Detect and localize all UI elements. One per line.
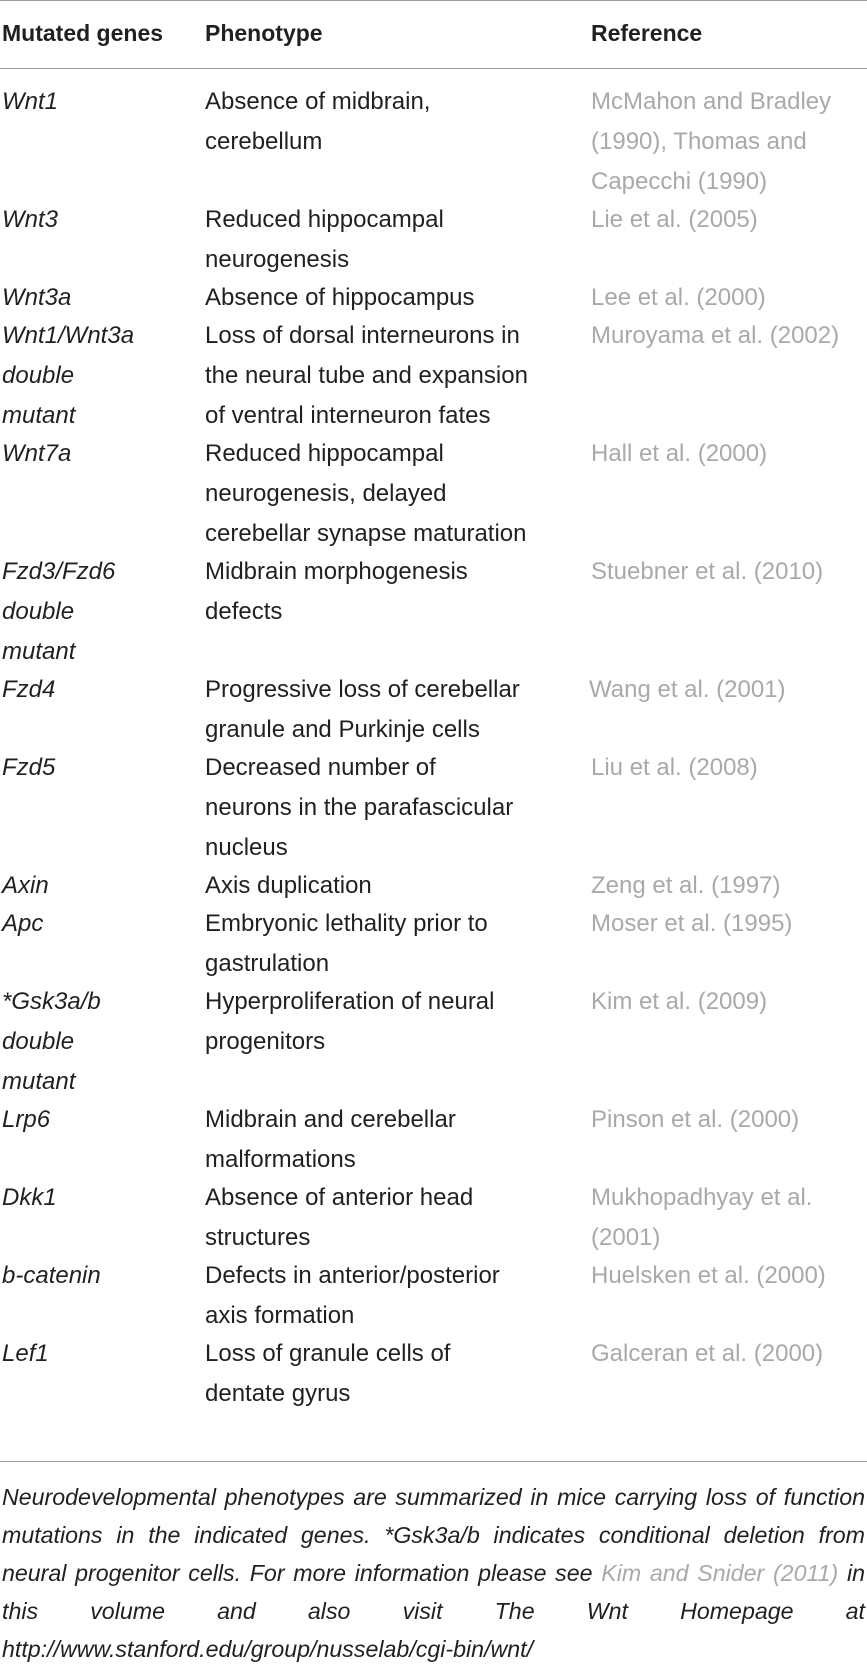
reference-cell[interactable] — [591, 866, 867, 906]
phenotype-cell-line: neurons in the parafascicular — [205, 794, 514, 821]
phenotype-cell-line: Axis duplication — [205, 872, 372, 899]
phenotype-cell — [205, 1334, 585, 1414]
reference-cell-line: (2001) — [591, 1224, 661, 1251]
gene-cell-line: Wnt1 — [2, 88, 59, 115]
gene-cell-line: b-catenin — [2, 1262, 101, 1289]
reference-cell-line: Galceran et al. (2000) — [591, 1340, 824, 1367]
table-row — [0, 278, 867, 316]
phenotype-cell — [205, 1256, 585, 1336]
phenotype-cell-line: Loss of granule cells of — [205, 1340, 451, 1367]
table-row — [0, 1178, 867, 1256]
gene-cell-line: Wnt3a — [2, 284, 72, 311]
table-row — [0, 982, 867, 1100]
table-row — [0, 434, 867, 552]
phenotype-cell-line: structures — [205, 1224, 311, 1251]
phenotype-cell-line: of ventral interneuron fates — [205, 402, 491, 429]
gene-cell — [2, 434, 197, 474]
reference-cell-line: McMahon and Bradley — [591, 88, 832, 115]
gene-cell — [2, 748, 197, 788]
phenotype-cell-line: Reduced hippocampal — [205, 206, 444, 233]
table-row — [0, 1100, 867, 1178]
reference-cell[interactable] — [591, 82, 867, 202]
gene-cell — [2, 1178, 197, 1218]
reference-cell-line: Kim et al. (2009) — [591, 988, 768, 1015]
gene-cell — [2, 904, 197, 944]
phenotype-cell-line: Decreased number of — [205, 754, 436, 781]
phenotype-cell — [205, 866, 585, 906]
reference-cell[interactable] — [591, 1334, 867, 1374]
table-row — [0, 82, 867, 200]
caption-link-kim-snider[interactable]: Kim and Snider (2011) — [601, 1560, 839, 1586]
phenotype-cell-line: Midbrain morphogenesis — [205, 558, 468, 585]
phenotype-cell-line: the neural tube and expansion — [205, 362, 528, 389]
phenotype-cell — [205, 82, 585, 162]
table-row — [0, 748, 867, 866]
gene-cell-line: double — [2, 362, 75, 389]
gene-cell-line: mutant — [2, 638, 76, 665]
gene-cell — [2, 866, 197, 906]
table-caption — [2, 1478, 865, 1668]
header-rule — [0, 68, 867, 69]
phenotype-cell — [205, 200, 585, 280]
phenotype-cell-line: Midbrain and cerebellar — [205, 1106, 456, 1133]
gene-cell — [2, 316, 197, 436]
bottom-rule — [0, 1461, 867, 1462]
phenotype-cell-line: Loss of dorsal interneurons in — [205, 322, 520, 349]
gene-cell — [2, 982, 197, 1102]
top-rule — [0, 0, 867, 1]
reference-cell[interactable] — [591, 1100, 867, 1140]
header-reference: Reference — [591, 20, 703, 46]
phenotype-cell-line: Reduced hippocampal — [205, 440, 444, 467]
reference-cell-line: Hall et al. (2000) — [591, 440, 768, 467]
phenotype-cell-line: Absence of hippocampus — [205, 284, 475, 311]
phenotype-cell — [205, 904, 585, 984]
reference-cell[interactable] — [591, 748, 867, 788]
reference-cell[interactable] — [589, 670, 865, 710]
table-row — [0, 904, 867, 982]
header-mutated-genes: Mutated genes — [2, 20, 164, 46]
phenotype-cell-line: cerebellum — [205, 128, 323, 155]
reference-cell-line: Huelsken et al. (2000) — [591, 1262, 826, 1289]
reference-cell-line: (1990), Thomas and — [591, 128, 807, 155]
table-row — [0, 1334, 867, 1412]
caption-text-2: in this volume and also visit The Wnt Homepage at http://www.stanford.edu/group/nusselab/cgi-bin/wnt/ — [2, 1560, 866, 1662]
table-row — [0, 670, 867, 748]
reference-cell-line: Pinson et al. (2000) — [591, 1106, 800, 1133]
reference-cell-line: Capecchi (1990) — [591, 168, 768, 195]
gene-cell-line: Apc — [2, 910, 44, 937]
reference-cell[interactable] — [591, 316, 867, 356]
reference-cell[interactable] — [591, 1256, 867, 1296]
gene-cell-line: double — [2, 598, 75, 625]
reference-cell-line: Liu et al. (2008) — [591, 754, 758, 781]
table-row — [0, 1256, 867, 1334]
reference-cell[interactable] — [591, 200, 867, 240]
reference-cell[interactable] — [591, 982, 867, 1022]
phenotype-cell — [205, 316, 585, 436]
gene-cell-line: *Gsk3a/b — [2, 988, 101, 1015]
gene-cell-line: Lrp6 — [2, 1106, 51, 1133]
gene-cell-line: Wnt3 — [2, 206, 59, 233]
phenotype-cell-line: axis formation — [205, 1302, 355, 1329]
gene-cell-line: Axin — [2, 872, 49, 899]
phenotype-cell-line: gastrulation — [205, 950, 330, 977]
reference-cell[interactable] — [591, 552, 867, 592]
gene-cell-line: Lef1 — [2, 1340, 49, 1367]
reference-cell-line: Zeng et al. (1997) — [591, 872, 781, 899]
reference-cell[interactable] — [591, 278, 867, 318]
header-phenotype: Phenotype — [205, 20, 323, 46]
reference-cell-line: Muroyama et al. (2002) — [591, 322, 840, 349]
reference-cell-line: Stuebner et al. (2010) — [591, 558, 824, 585]
phenotype-cell — [205, 1178, 585, 1258]
reference-cell[interactable] — [591, 434, 867, 474]
table-body — [0, 82, 867, 1412]
gene-cell — [2, 200, 197, 240]
reference-cell-line: Mukhopadhyay et al. — [591, 1184, 813, 1211]
table-row — [0, 552, 867, 670]
phenotype-cell-line: neurogenesis — [205, 246, 350, 273]
phenotype-cell-line: Absence of anterior head — [205, 1184, 474, 1211]
gene-cell-line: Fzd3/Fzd6 — [2, 558, 116, 585]
phenotype-cell-line: Embryonic lethality prior to — [205, 910, 488, 937]
reference-cell-line: Wang et al. (2001) — [589, 676, 786, 703]
caption-text-1: Neurodevelopmental phenotypes are summarized in mice carrying loss of function mutations in the indicated genes. *Gsk3a/b indicates conditional deletion from neural progenitor cells. For more information please see — [2, 1484, 865, 1586]
reference-cell[interactable] — [591, 1178, 867, 1258]
phenotype-cell-line: granule and Purkinje cells — [205, 716, 480, 743]
phenotype-cell-line: progenitors — [205, 1028, 326, 1055]
phenotype-cell — [205, 434, 585, 554]
gene-cell-line: mutant — [2, 1068, 76, 1095]
phenotype-cell-line: Defects in anterior/posterior — [205, 1262, 500, 1289]
reference-cell[interactable] — [591, 904, 867, 944]
phenotype-cell — [205, 748, 585, 868]
table-row — [0, 200, 867, 278]
gene-cell — [2, 82, 197, 122]
gene-cell — [2, 278, 197, 318]
phenotype-cell-line: cerebellar synapse maturation — [205, 520, 527, 547]
gene-cell-line: Fzd5 — [2, 754, 56, 781]
gene-cell-line: Dkk1 — [2, 1184, 57, 1211]
phenotype-cell-line: malformations — [205, 1146, 356, 1173]
gene-cell-line: Wnt7a — [2, 440, 72, 467]
gene-cell — [2, 1100, 197, 1140]
phenotype-cell-line: nucleus — [205, 834, 288, 861]
gene-cell-line: double — [2, 1028, 75, 1055]
phenotype-cell — [205, 552, 585, 632]
reference-cell-line: Moser et al. (1995) — [591, 910, 793, 937]
gene-cell-line: mutant — [2, 402, 76, 429]
phenotype-cell-line: Hyperproliferation of neural — [205, 988, 495, 1015]
reference-cell-line: Lie et al. (2005) — [591, 206, 758, 233]
gene-cell — [2, 552, 197, 672]
phenotype-cell-line: dentate gyrus — [205, 1380, 351, 1407]
table-row — [0, 316, 867, 434]
gene-cell-line: Wnt1/Wnt3a — [2, 322, 135, 349]
table-row — [0, 866, 867, 904]
reference-cell-line: Lee et al. (2000) — [591, 284, 766, 311]
phenotype-cell — [205, 982, 585, 1062]
phenotype-cell-line: neurogenesis, delayed — [205, 480, 447, 507]
phenotype-cell-line: defects — [205, 598, 283, 625]
phenotype-cell — [205, 278, 585, 318]
gene-cell — [2, 1334, 197, 1374]
phenotype-cell-line: Progressive loss of cerebellar — [205, 676, 520, 703]
phenotype-cell — [205, 670, 585, 750]
gene-cell — [2, 670, 197, 710]
phenotype-cell — [205, 1100, 585, 1180]
gene-cell — [2, 1256, 197, 1296]
gene-cell-line: Fzd4 — [2, 676, 56, 703]
phenotype-cell-line: Absence of midbrain, — [205, 88, 431, 115]
